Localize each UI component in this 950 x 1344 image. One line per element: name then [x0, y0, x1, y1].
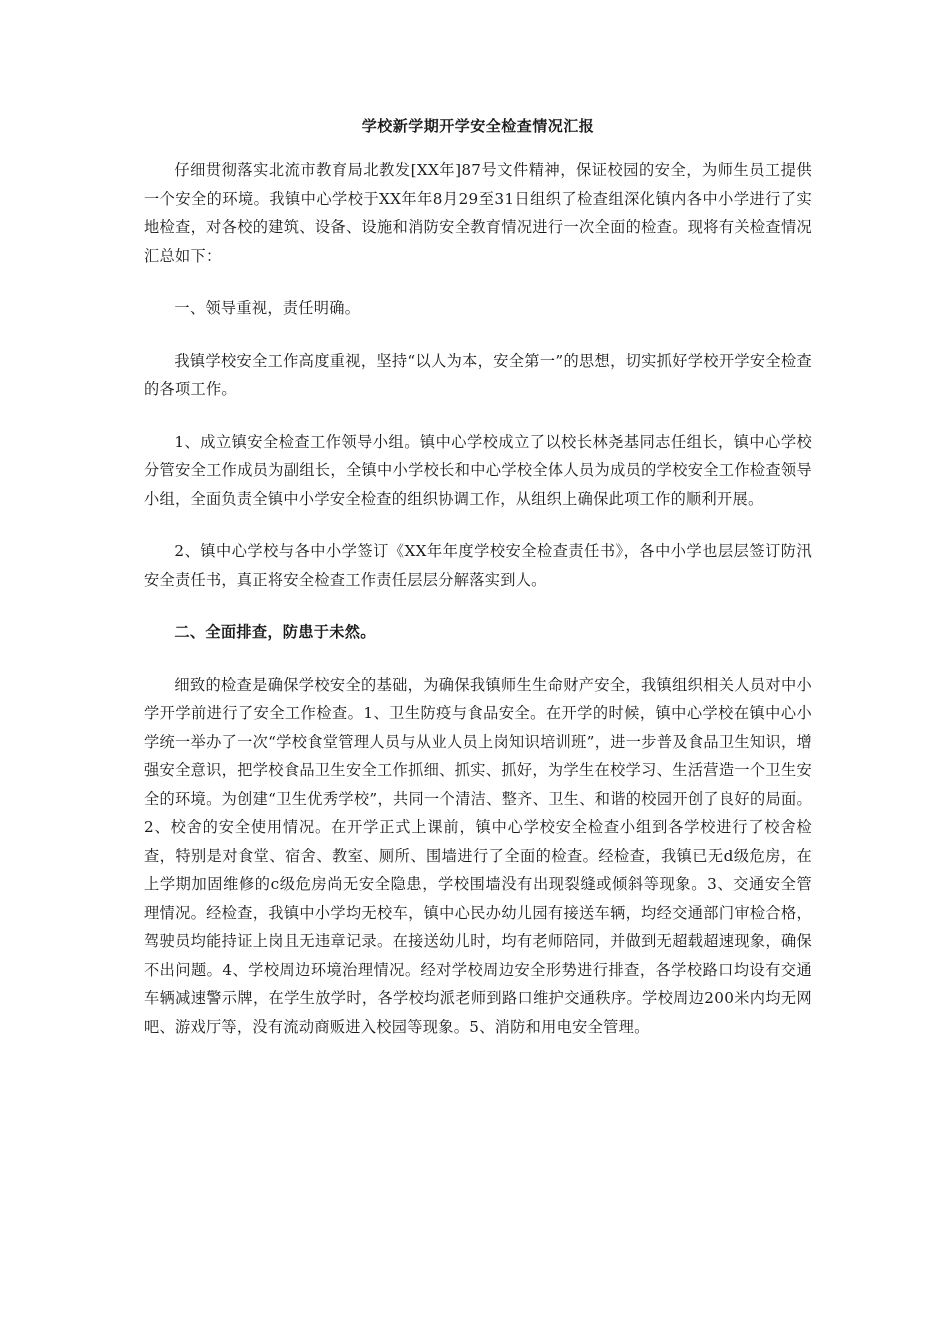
section-1-paragraph: 我镇学校安全工作高度重视，坚持“以人为本，安全第一”的思想，切实抓好学校开学安全检查的各项工作。 [144, 351, 812, 398]
section-2-heading: 二、全面排查，防患于未然。 [174, 623, 376, 641]
section-1-item-2: 2、镇中心学校与各中小学签订《XX年年度学校安全检查责任书》，各中小学也层层签订防汛安全责任书，真正将安全检查工作责任层层分解落实到人。 [144, 542, 812, 589]
document-title: 学校新学期开学安全检查情况汇报 [361, 117, 595, 135]
intro-paragraph: 仔细贯彻落实北流市教育局北教发[XX年]87号文件精神，保证校园的安全，为师生员工提供一个安全的环境。我镇中心学校于XX年年8月29至31日组织了检查组深化镇内各中小学进行了实地检查，对各校的建筑、设备、设施和消防安全教育情况进行一次全面的检查。现将有关检查情况汇总如下： [144, 161, 812, 265]
section-1-heading: 一、领导重视，责任明确。 [174, 299, 361, 317]
section-1-item-1: 1、成立镇安全检查工作领导小组。镇中心学校成立了以校长林尧基同志任组长，镇中心学校分管安全工作成员为副组长，全镇中小学校长和中心学校全体人员为成员的学校安全工作检查领导小组，全面负责全镇中小学安全检查的组织协调工作，从组织上确保此项工作的顺利开展。 [144, 432, 812, 508]
document-page [144, 112, 812, 1041]
section-2-paragraph: 细致的检查是确保学校安全的基础，为确保我镇师生生命财产安全，我镇组织相关人员对中小学开学前进行了安全工作检查。1、卫生防疫与食品安全。在开学的时候，镇中心学校在镇中心小学统一举办了一次“学校食堂管理人员与从业人员上岗知识培训班”，进一步普及食品卫生知识，增强安全意识，把学校食品卫生安全工作抓细、抓实、抓好，为学生在校学习、生活营造一个卫生安全的环境。为创建“卫生优秀学校”，共同一个清洁、整齐、卫生、和谐的校园开创了良好的局面。2、校舍的安全使用情况。在开学正式上课前，镇中心学校安全检查小组到各学校进行了校舍检查，特别是对食堂、宿舍、教室、厕所、围墙进行了全面的检查。经检查，我镇已无d级危房，在上学期加固维修的c级危房尚无安全隐患，学校围墙没有出现裂缝或倾斜等现象。3、交通安全管理情况。经检查，我镇中小学均无校车，镇中心民办幼儿园有接送车辆，均经交通部门审检合格，驾驶员均能持证上岗且无违章记录。在接送幼儿时，均有老师陪同，并做到无超载超速现象，确保不出问题。4、学校周边环境治理情况。经对学校周边安全形势进行排查，各学校路口均设有交通车辆减速警示牌，在学生放学时，各学校均派老师到路口维护交通秩序。学校周边200米内均无网吧、游戏厅等，没有流动商贩进入校园等现象。5、消防和用电安全管理。 [144, 675, 812, 1036]
